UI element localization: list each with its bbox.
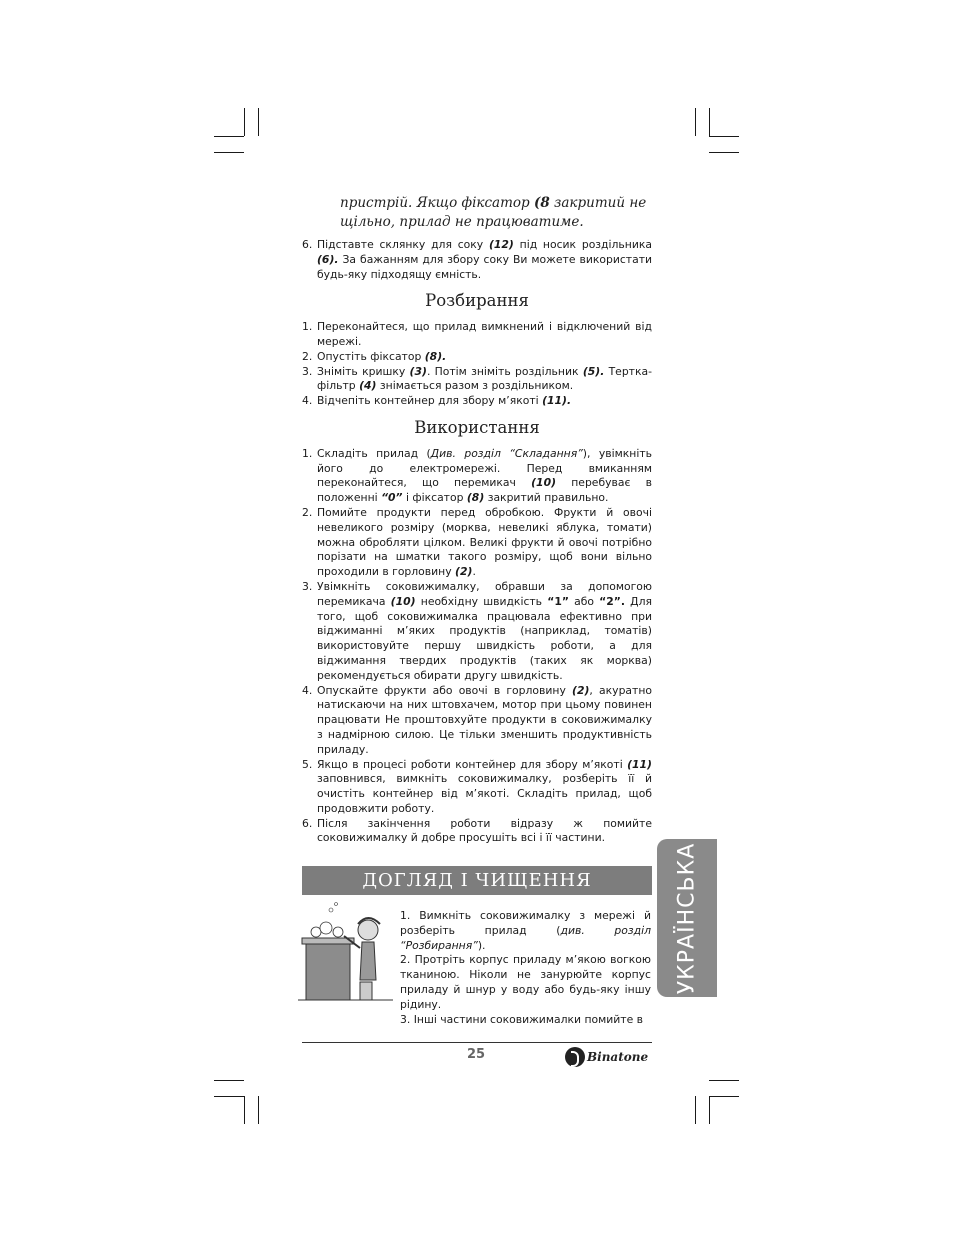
step-text: Складіть прилад (Див. розділ “Складання”), увімкніть його до електромережі. Перед вмиканням переконайтеся, що перемикач (10) перебуває в положенні “0” і фіксатор (8) закритий правильно. xyxy=(317,446,652,505)
step-number: 1. xyxy=(302,446,313,460)
paragraph: 2. Протріть корпус приладу м’якою вогкою тканиною. Ніколи не занурюйте корпус приладу й шнур у воду або будь-яку іншу рідину. xyxy=(400,953,651,1011)
disassembly-steps xyxy=(302,320,652,409)
step-number: 5. xyxy=(302,757,313,771)
list-item xyxy=(302,320,652,350)
step-number: 2. xyxy=(302,349,313,363)
crop-mark xyxy=(709,1080,739,1081)
intro-note xyxy=(340,194,652,232)
step-number: 3. xyxy=(302,579,313,593)
assembly-steps xyxy=(302,238,652,282)
list-item xyxy=(302,758,652,817)
washing-illustration xyxy=(298,902,393,1006)
crop-mark xyxy=(258,1096,259,1124)
step-text: Якщо в процесі роботи контейнер для збору м’якоті (11) заповнився, вимкніть соковижималку, розберіть її й очистіть контейнер від м’якоті. Складіть прилад, щоб продовжити роботу. xyxy=(317,757,652,815)
step-text: Переконайтеся, що прилад вимкнений і відключений від мережі. xyxy=(317,320,652,348)
list-item xyxy=(302,350,652,365)
section-title-disassembly: Розбирання xyxy=(425,291,529,311)
step-text: Відчепіть контейнер для збору м’якоті (11). xyxy=(317,394,572,408)
brand-logo xyxy=(565,1046,648,1068)
step-number: 4. xyxy=(302,394,313,408)
crop-mark xyxy=(709,136,739,137)
list-item xyxy=(302,447,652,506)
list-item xyxy=(302,817,652,847)
list-item xyxy=(302,394,652,409)
step-text: Підставте склянку для соку (12) під носик роздільника (6). За бажанням для збору соку Ви можете використати будь-яку підходящу ємність. xyxy=(317,238,652,281)
list-item xyxy=(302,506,652,580)
crop-mark xyxy=(214,136,244,137)
step-text: Опускайте фрукти або овочі в горловину (2), акуратно натискаючи на них штовхачем, мотор при цьому повинен працювати Не проштовхуйте продукти в соковижималку з надмірною силою. Це тільки зменшить продуктивність приладу. xyxy=(317,683,652,756)
step-number: 1. xyxy=(302,320,313,334)
list-item xyxy=(302,238,652,282)
banner-title: ДОГЛЯД І ЧИЩЕННЯ xyxy=(362,870,592,891)
step-number: 4. xyxy=(302,683,313,697)
step-number: 2. xyxy=(302,505,313,519)
crop-mark xyxy=(695,108,696,136)
crop-mark xyxy=(214,1080,244,1081)
crop-mark xyxy=(244,1096,245,1124)
step-text: Увімкніть соковижималку, обравши за допомогою перемикача (10) необхідну швидкість “1” або “2”. Для того, щоб соковижималка працювала ефективно при віджиманні м’яких продуктів (наприклад, томатів) використовуйте першу швидкість роботи, а для віджимання твердих продуктів (таких як морква) рекомендується обирати другу швидкість. xyxy=(317,579,652,682)
language-tab-label: УКРАЇНСЬКА xyxy=(674,842,700,994)
crop-mark xyxy=(709,1096,739,1097)
language-tab xyxy=(657,839,717,997)
intro-ref: (8 xyxy=(533,195,550,211)
crop-mark xyxy=(709,152,739,153)
intro-text: щільно, прилад не працюватиме. xyxy=(340,214,584,230)
page-number: 25 xyxy=(466,1047,486,1062)
binatone-logo-icon xyxy=(565,1047,585,1067)
usage-steps xyxy=(302,447,652,847)
crop-mark xyxy=(214,152,244,153)
section-title-usage: Використання xyxy=(414,417,540,437)
step-number: 6. xyxy=(302,816,313,830)
section-banner-care xyxy=(302,866,652,895)
list-item xyxy=(302,684,652,758)
crop-mark xyxy=(709,1096,710,1124)
list-item xyxy=(302,580,652,684)
step-text: Зніміть кришку (3). Потім зніміть роздільник (5). Тертка-фільтр (4) знімається разом з роздільником. xyxy=(317,364,652,393)
brand-name: Binatone xyxy=(587,1050,649,1064)
intro-text: пристрій. Якщо фіксатор xyxy=(340,195,534,211)
paragraph: 1. Вимкніть соковижималку з мережі й розберіть прилад (див. розділ “Розбирання”). xyxy=(400,909,651,952)
step-text: Після закінчення роботи відразу ж помийте соковижималку й добре просушіть всі і її частини. xyxy=(317,816,652,845)
main-content xyxy=(302,194,652,846)
crop-mark xyxy=(709,108,710,136)
step-number: 3. xyxy=(302,364,313,378)
step-number: 6. xyxy=(302,238,313,251)
crop-mark xyxy=(258,108,259,136)
crop-mark xyxy=(214,1096,244,1097)
care-text xyxy=(400,909,651,1027)
footer-divider xyxy=(302,1042,652,1043)
intro-text: закритий не xyxy=(549,195,647,211)
paragraph: 3. Інші частини соковижималки помийте в xyxy=(400,1012,644,1026)
step-text: Помийте продукти перед обробкою. Фрукти й овочі невеликого розміру (морква, невеликі яблука, томати) можна обробляти цілком. Великі фрукти й овочі потрібно порізати на шматки такого розміру, щоб вони вільно проходили в горловину (2). xyxy=(317,505,652,579)
crop-mark xyxy=(244,108,245,136)
crop-mark xyxy=(695,1096,696,1124)
list-item xyxy=(302,365,652,395)
step-text: Опустіть фіксатор (8). xyxy=(317,349,447,363)
